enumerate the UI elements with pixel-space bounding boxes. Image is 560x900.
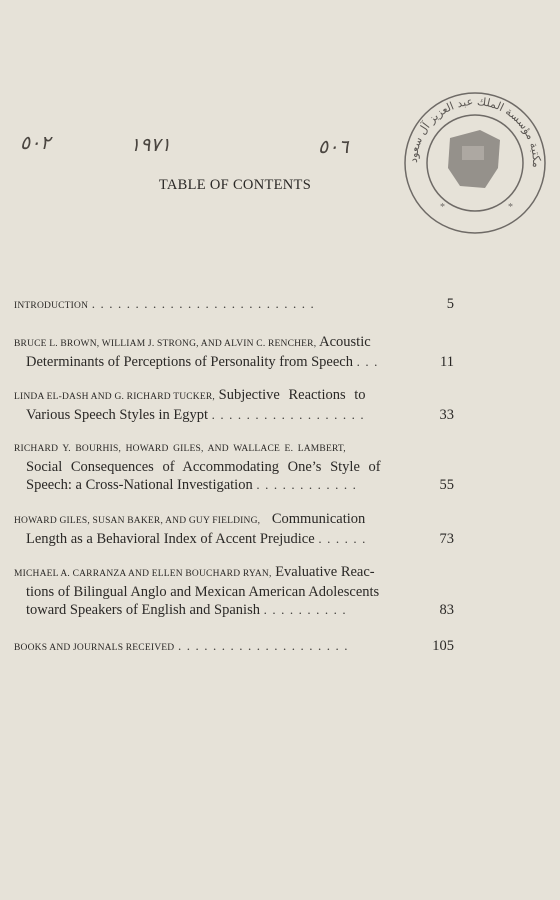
stamp-text: مكتبة مؤسسة الملك عبد العزيز آل سعود (406, 94, 544, 168)
toc-entry-bourhis[interactable] (14, 438, 454, 494)
toc-entry-books-received[interactable] (14, 637, 454, 655)
entry-title-line: toward Speakers of English and Spanish (26, 602, 260, 618)
entry-authors: HOWARD GILES, SUSAN BAKER, AND GUY FIELDING, (14, 516, 261, 526)
toc-entry-giles[interactable] (14, 510, 454, 548)
entry-title-line: Length as a Behavioral Index of Accent Prejudice (26, 531, 315, 547)
entry-title-part: Evaluative Reac- (275, 564, 375, 580)
entry-title-part: Subjective Reactions to (218, 387, 366, 403)
entry-title-line: tions of Bilingual Anglo and Mexican American Adolescents (26, 584, 380, 600)
entry-title-line: Social Consequences of Accommodating One’s Style of (26, 459, 381, 475)
handwritten-note-right: ٥٠٦ (318, 136, 349, 158)
dot-leader: .......................... (91, 296, 320, 311)
page-number: 73 (439, 531, 454, 547)
table-of-contents (14, 295, 454, 655)
entry-title-part: Communication (271, 511, 366, 527)
entry-title-line: Various Speech Styles in Egypt (26, 407, 209, 423)
entry-title-line: Speech: a Cross-National Investigation (26, 477, 253, 493)
toc-entry-introduction[interactable] (14, 295, 454, 313)
entry-authors: MICHAEL A. CARRANZA AND ELLEN BOUCHARD RYAN, (14, 569, 272, 579)
page-number: 83 (439, 602, 454, 618)
entry-authors: LINDA EL-DASH AND G. RICHARD TUCKER, (14, 392, 215, 402)
entry-title-line: Determinants of Perceptions of Personality from Speech (26, 354, 353, 370)
dot-leader: .................. (211, 407, 370, 422)
entry-title: BOOKS AND JOURNALS RECEIVED (14, 643, 175, 653)
page-title: TABLE OF CONTENTS (158, 177, 312, 193)
handwritten-note-middle: ١٩٧١ (130, 134, 171, 156)
svg-text:*: * (440, 202, 445, 213)
page-number: 5 (446, 296, 454, 312)
toc-entry-brown[interactable] (14, 333, 454, 371)
dot-leader: .................... (177, 638, 353, 653)
page-number: 11 (440, 354, 454, 370)
entry-authors: BRUCE L. BROWN, WILLIAM J. STRONG, AND ALVIN C. RENCHER, (14, 339, 317, 349)
page-number: 55 (439, 477, 454, 493)
page-number: 105 (432, 638, 454, 654)
entry-authors: RICHARD Y. BOURHIS, HOWARD GILES, AND WALLACE E. LAMBERT, (14, 444, 346, 454)
dot-leader: ............ (256, 477, 362, 492)
page-number: 33 (439, 407, 454, 423)
dot-leader: ...... (318, 531, 371, 546)
svg-text:*: * (508, 202, 513, 213)
entry-title: INTRODUCTION (14, 301, 89, 311)
dot-leader: .......... (263, 602, 352, 617)
library-stamp-icon (400, 88, 550, 238)
handwritten-note-left: ٥٠٢ (20, 132, 51, 154)
toc-entry-el-dash[interactable] (14, 386, 454, 424)
toc-entry-carranza[interactable] (14, 563, 454, 619)
entry-title-part: Acoustic (319, 334, 371, 350)
dot-leader: ... (356, 354, 383, 369)
